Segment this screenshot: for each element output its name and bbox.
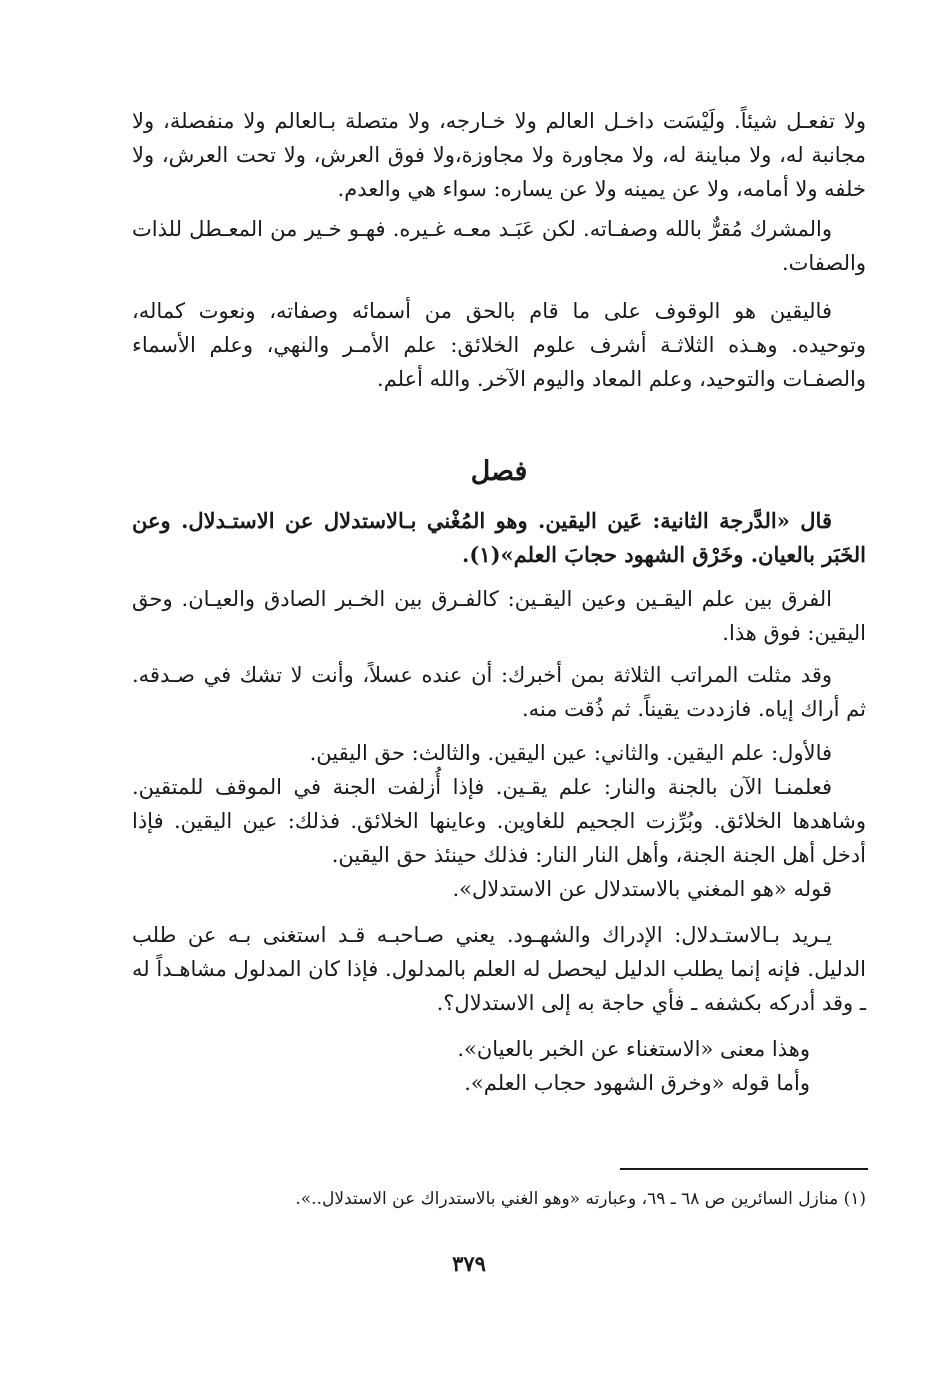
page-number: ٣٧٩ bbox=[452, 1251, 486, 1276]
paragraph-difference: الفرق بين علم اليقـين وعين اليقـين: كالفـرق بين الخـبر الصادق والعيـان. وحق اليقين: فوق هذا. bbox=[132, 587, 866, 645]
paragraph-meaning-seeing: وهذا معنى «الاستغناء عن الخبر بالعيان». bbox=[457, 1037, 810, 1061]
paragraph-negations: ولا تفعـل شيئاً. ولَيْسَت داخـل العالم ولا خـارجه، ولا متصلة بـالعالم ولا منفصلة، ولا مجانبة له، ولا مباينة له، ولا مجاورة ولا مجاوزة،ولا فوق العرش، ولا تحت العرش، ولا خلفه ولا أمامه، ولا عن يمينه ولا عن يساره: سواء هي والعدم. bbox=[132, 109, 866, 201]
main-text-block bbox=[132, 504, 866, 1100]
paragraph-three-ranks: فالأول: علم اليقين. والثاني: عين اليقين. والثالث: حق اليقين. bbox=[309, 741, 832, 765]
footnote-divider bbox=[620, 1168, 868, 1170]
section-heading: فصل bbox=[470, 456, 528, 487]
paragraph-paradise-fire: فعلمنـا الآن بالجنة والنار: علم يقـين. فإذا أُزلفت الجنة في الموقف للمتقين. وشاهدها الخلائق. وبُرِّزت الجحيم للغاوين. وعاينها الخلائق. فذلك: عين اليقين. فإذا أدخل أهل الجنة الجنة، وأهل النار النار: فذلك حينئذ حق اليقين. bbox=[132, 775, 866, 867]
paragraph-quote-second-degree: قال «الدَّرجة الثانية: عَين اليقين. وهو المُغْني بـالاستدلال عن الاستـدلال. وعن الخَبَر بالعيان. وخَرْق الشهود حجابَ العلم»(١). bbox=[132, 508, 866, 567]
paragraph-inference-explanation: يـريد بـالاستـدلال: الإدراك والشهـود. يعني صـاحبـه قـد استغنى بـه عن طلب الدليل. فإنه إنما يطلب الدليل ليحصل له العلم بالمدلول. فإذا كان المدلول مشاهـداً له ـ وقد أدركه بكشفه ـ فأي حاجة به إلى الاستدلال؟. bbox=[132, 923, 866, 1015]
paragraph-certainty-definition: فاليقين هو الوقوف على ما قام بالحق من أسمائه وصفاته، ونعوت كماله، وتوحيده. وهـذه الثلاثـة أشرف علوم الخلائق: علم الأمـر والنهي، وعلم الأسماء والصفـات والتوحيد، وعلم المعاد واليوم الآخر. والله أعلم. bbox=[132, 299, 866, 391]
paragraph-example-honey: وقد مثلت المراتب الثلاثة بمن أخبرك: أن عنده عسلاً، وأنت لا تشك في صـدقه. ثم أراك إياه. فازددت يقيناً. ثم ذُقت منه. bbox=[132, 663, 866, 721]
upper-text-block bbox=[132, 104, 866, 396]
paragraph-polytheist: والمشرك مُقرٌّ بالله وصفـاته. لكن عَبَـد معـه غـيره. فهـو خـير من المعـطل للذات والصفات. bbox=[132, 217, 866, 275]
paragraph-witnessing-veil: وأما قوله «وخرق الشهود حجاب العلم». bbox=[464, 1071, 810, 1095]
paragraph-quote-independent: قوله «هو المغني بالاستدلال عن الاستدلال». bbox=[452, 877, 832, 901]
footnote-text: (١) منازل السائرين ص ٦٨ ـ ٦٩، وعبارته «وهو الغني بالاستدراك عن الاستدلال..». bbox=[295, 1189, 866, 1209]
